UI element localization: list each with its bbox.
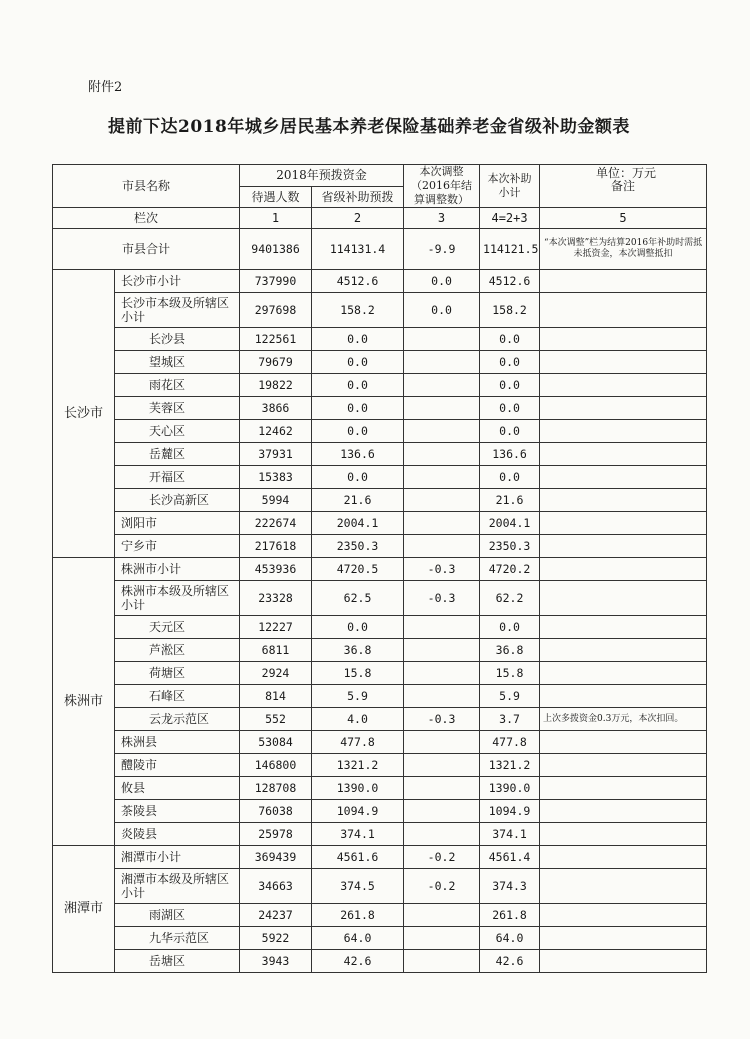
row-prov: 158.2 (312, 293, 404, 328)
row-subtotal: 2004.1 (480, 512, 540, 535)
row-name: 云龙示范区 (115, 708, 240, 731)
row-people: 222674 (240, 512, 312, 535)
row-remark (540, 777, 707, 800)
row-adjust: -0.2 (404, 846, 480, 869)
header-col1: 1 (240, 208, 312, 229)
row-adjust (404, 466, 480, 489)
row-adjust (404, 374, 480, 397)
row-people: 552 (240, 708, 312, 731)
row-name: 湘潭市本级及所辖区小计 (115, 869, 240, 904)
row-prov: 477.8 (312, 731, 404, 754)
table-row (53, 374, 707, 397)
row-subtotal: 4512.6 (480, 270, 540, 293)
row-name: 天元区 (115, 616, 240, 639)
total-adjust: -9.9 (404, 229, 480, 270)
row-name: 株洲市本级及所辖区小计 (115, 581, 240, 616)
row-subtotal: 0.0 (480, 351, 540, 374)
row-prov: 2350.3 (312, 535, 404, 558)
row-name: 雨湖区 (115, 904, 240, 927)
row-remark (540, 489, 707, 512)
header-remark: 备注 (540, 165, 707, 208)
row-people: 79679 (240, 351, 312, 374)
row-people: 19822 (240, 374, 312, 397)
row-name: 炎陵县 (115, 823, 240, 846)
row-people: 15383 (240, 466, 312, 489)
row-subtotal: 0.0 (480, 420, 540, 443)
table-row (53, 558, 707, 581)
row-subtotal: 42.6 (480, 950, 540, 973)
row-remark (540, 927, 707, 950)
row-name: 岳塘区 (115, 950, 240, 973)
table-row (53, 708, 707, 731)
row-people: 128708 (240, 777, 312, 800)
row-prov: 1094.9 (312, 800, 404, 823)
row-subtotal: 158.2 (480, 293, 540, 328)
table-row (53, 731, 707, 754)
row-people: 34663 (240, 869, 312, 904)
row-adjust (404, 823, 480, 846)
row-people: 369439 (240, 846, 312, 869)
row-adjust (404, 927, 480, 950)
row-name: 攸县 (115, 777, 240, 800)
row-prov: 1321.2 (312, 754, 404, 777)
row-name: 浏阳市 (115, 512, 240, 535)
row-subtotal: 1390.0 (480, 777, 540, 800)
row-adjust (404, 950, 480, 973)
table-row (53, 754, 707, 777)
row-people: 76038 (240, 800, 312, 823)
row-people: 12227 (240, 616, 312, 639)
row-remark (540, 950, 707, 973)
row-subtotal: 374.1 (480, 823, 540, 846)
table-row (53, 823, 707, 846)
row-people: 453936 (240, 558, 312, 581)
table-row (53, 466, 707, 489)
row-remark (540, 466, 707, 489)
row-name: 长沙县 (115, 328, 240, 351)
header-pre-group: 2018年预拨资金 (240, 165, 404, 187)
table-row (53, 270, 707, 293)
row-remark (540, 443, 707, 466)
row-people: 3866 (240, 397, 312, 420)
row-prov: 4.0 (312, 708, 404, 731)
row-adjust (404, 777, 480, 800)
city-name: 长沙市 (53, 270, 115, 558)
row-prov: 0.0 (312, 466, 404, 489)
row-people: 6811 (240, 639, 312, 662)
row-remark (540, 869, 707, 904)
row-prov: 0.0 (312, 374, 404, 397)
table-row (53, 351, 707, 374)
row-remark (540, 512, 707, 535)
row-remark (540, 397, 707, 420)
table-row (53, 904, 707, 927)
row-name: 醴陵市 (115, 754, 240, 777)
row-remark (540, 581, 707, 616)
table-row (53, 639, 707, 662)
total-prov: 114131.4 (312, 229, 404, 270)
row-subtotal: 21.6 (480, 489, 540, 512)
row-prov: 2004.1 (312, 512, 404, 535)
row-name: 芦淞区 (115, 639, 240, 662)
row-subtotal: 64.0 (480, 927, 540, 950)
row-name: 荷塘区 (115, 662, 240, 685)
table-row (53, 512, 707, 535)
row-adjust (404, 420, 480, 443)
header-col-label: 栏次 (53, 208, 240, 229)
row-name: 开福区 (115, 466, 240, 489)
row-subtotal: 374.3 (480, 869, 540, 904)
table-row (53, 927, 707, 950)
row-name: 石峰区 (115, 685, 240, 708)
row-adjust (404, 443, 480, 466)
row-subtotal: 36.8 (480, 639, 540, 662)
row-name: 天心区 (115, 420, 240, 443)
row-name: 宁乡市 (115, 535, 240, 558)
header-adjust: 本次调整（2016年结算调整数） (404, 165, 480, 208)
row-subtotal: 0.0 (480, 616, 540, 639)
row-name: 九华示范区 (115, 927, 240, 950)
unit-label: 单位：万元 (596, 166, 657, 180)
row-prov: 0.0 (312, 351, 404, 374)
row-prov: 64.0 (312, 927, 404, 950)
row-prov: 374.1 (312, 823, 404, 846)
row-adjust (404, 351, 480, 374)
row-people: 53084 (240, 731, 312, 754)
row-adjust (404, 535, 480, 558)
row-name: 芙蓉区 (115, 397, 240, 420)
total-people: 9401386 (240, 229, 312, 270)
row-people: 297698 (240, 293, 312, 328)
document-title: 提前下达2018年城乡居民基本养老保险基础养老金省级补助金额表 (108, 117, 630, 137)
table-row (53, 777, 707, 800)
row-remark (540, 800, 707, 823)
row-subtotal: 0.0 (480, 466, 540, 489)
row-prov: 261.8 (312, 904, 404, 927)
header-people: 待遇人数 (240, 186, 312, 208)
city-name: 株洲市 (53, 558, 115, 846)
row-subtotal: 261.8 (480, 904, 540, 927)
row-subtotal: 15.8 (480, 662, 540, 685)
row-name: 望城区 (115, 351, 240, 374)
row-people: 2924 (240, 662, 312, 685)
table-row (53, 443, 707, 466)
row-people: 25978 (240, 823, 312, 846)
row-subtotal: 136.6 (480, 443, 540, 466)
row-prov: 136.6 (312, 443, 404, 466)
annex-label: 附件2 (88, 80, 123, 95)
row-remark (540, 639, 707, 662)
row-prov: 15.8 (312, 662, 404, 685)
row-subtotal: 4561.4 (480, 846, 540, 869)
row-remark (540, 904, 707, 927)
row-prov: 374.5 (312, 869, 404, 904)
row-adjust (404, 489, 480, 512)
table-row (53, 662, 707, 685)
row-remark (540, 846, 707, 869)
row-adjust (404, 800, 480, 823)
row-adjust (404, 328, 480, 351)
table-row (53, 685, 707, 708)
table-row (53, 293, 707, 328)
row-prov: 0.0 (312, 397, 404, 420)
table-row (53, 846, 707, 869)
row-name: 长沙市小计 (115, 270, 240, 293)
row-people: 122561 (240, 328, 312, 351)
row-remark: 上次多拨资金0.3万元，本次扣回。 (540, 708, 707, 731)
row-name: 岳麓区 (115, 443, 240, 466)
row-subtotal: 0.0 (480, 328, 540, 351)
row-people: 217618 (240, 535, 312, 558)
row-subtotal: 62.2 (480, 581, 540, 616)
row-subtotal: 477.8 (480, 731, 540, 754)
row-adjust (404, 616, 480, 639)
table-row (53, 581, 707, 616)
row-people: 5994 (240, 489, 312, 512)
row-remark (540, 731, 707, 754)
row-people: 24237 (240, 904, 312, 927)
row-people: 5922 (240, 927, 312, 950)
row-prov: 5.9 (312, 685, 404, 708)
row-people: 814 (240, 685, 312, 708)
row-people: 737990 (240, 270, 312, 293)
row-name: 湘潭市小计 (115, 846, 240, 869)
row-remark (540, 823, 707, 846)
row-prov: 4561.6 (312, 846, 404, 869)
row-subtotal: 0.0 (480, 374, 540, 397)
row-name: 长沙高新区 (115, 489, 240, 512)
table-row (53, 950, 707, 973)
row-adjust: -0.2 (404, 869, 480, 904)
row-prov: 1390.0 (312, 777, 404, 800)
row-subtotal: 3.7 (480, 708, 540, 731)
row-prov: 21.6 (312, 489, 404, 512)
row-adjust (404, 512, 480, 535)
row-remark (540, 351, 707, 374)
row-adjust (404, 639, 480, 662)
table-row (53, 616, 707, 639)
row-remark (540, 420, 707, 443)
row-name: 长沙市本级及所辖区小计 (115, 293, 240, 328)
row-adjust: -0.3 (404, 708, 480, 731)
table-row (53, 800, 707, 823)
row-adjust (404, 904, 480, 927)
header-name: 市县名称 (53, 165, 240, 208)
row-adjust: 0.0 (404, 270, 480, 293)
row-remark (540, 293, 707, 328)
total-name: 市县合计 (53, 229, 240, 270)
row-remark (540, 328, 707, 351)
row-adjust: 0.0 (404, 293, 480, 328)
row-adjust (404, 662, 480, 685)
header-subtotal: 本次补助小计 (480, 165, 540, 208)
row-name: 雨花区 (115, 374, 240, 397)
row-prov: 36.8 (312, 639, 404, 662)
row-adjust (404, 685, 480, 708)
header-col5: 5 (540, 208, 707, 229)
row-people: 3943 (240, 950, 312, 973)
row-people: 12462 (240, 420, 312, 443)
header-col4: 4=2+3 (480, 208, 540, 229)
table-row (53, 328, 707, 351)
row-people: 23328 (240, 581, 312, 616)
row-subtotal: 2350.3 (480, 535, 540, 558)
row-remark (540, 270, 707, 293)
row-subtotal: 5.9 (480, 685, 540, 708)
row-prov: 4512.6 (312, 270, 404, 293)
row-remark (540, 558, 707, 581)
row-subtotal: 1321.2 (480, 754, 540, 777)
row-prov: 0.0 (312, 616, 404, 639)
row-adjust (404, 731, 480, 754)
table-row (53, 869, 707, 904)
row-adjust (404, 754, 480, 777)
row-prov: 4720.5 (312, 558, 404, 581)
row-adjust: -0.3 (404, 581, 480, 616)
row-subtotal: 0.0 (480, 397, 540, 420)
header-col3: 3 (404, 208, 480, 229)
row-people: 146800 (240, 754, 312, 777)
row-people: 37931 (240, 443, 312, 466)
row-prov: 62.5 (312, 581, 404, 616)
row-prov: 0.0 (312, 328, 404, 351)
row-remark (540, 662, 707, 685)
header-prov: 省级补助预拨 (312, 186, 404, 208)
table-row (53, 489, 707, 512)
subsidy-table (52, 164, 707, 973)
table-row (53, 420, 707, 443)
row-adjust (404, 397, 480, 420)
total-remark: “本次调整”栏为结算2016年补助时需抵未抵资金，本次调整抵扣 (540, 229, 707, 270)
row-remark (540, 685, 707, 708)
header-col2: 2 (312, 208, 404, 229)
row-adjust: -0.3 (404, 558, 480, 581)
row-remark (540, 616, 707, 639)
city-name: 湘潭市 (53, 846, 115, 973)
table-row (53, 535, 707, 558)
row-subtotal: 4720.2 (480, 558, 540, 581)
row-prov: 42.6 (312, 950, 404, 973)
row-remark (540, 374, 707, 397)
row-prov: 0.0 (312, 420, 404, 443)
row-name: 茶陵县 (115, 800, 240, 823)
table-row (53, 397, 707, 420)
row-name: 株洲市小计 (115, 558, 240, 581)
total-subtotal: 114121.5 (480, 229, 540, 270)
row-remark (540, 754, 707, 777)
row-remark (540, 535, 707, 558)
row-name: 株洲县 (115, 731, 240, 754)
row-subtotal: 1094.9 (480, 800, 540, 823)
